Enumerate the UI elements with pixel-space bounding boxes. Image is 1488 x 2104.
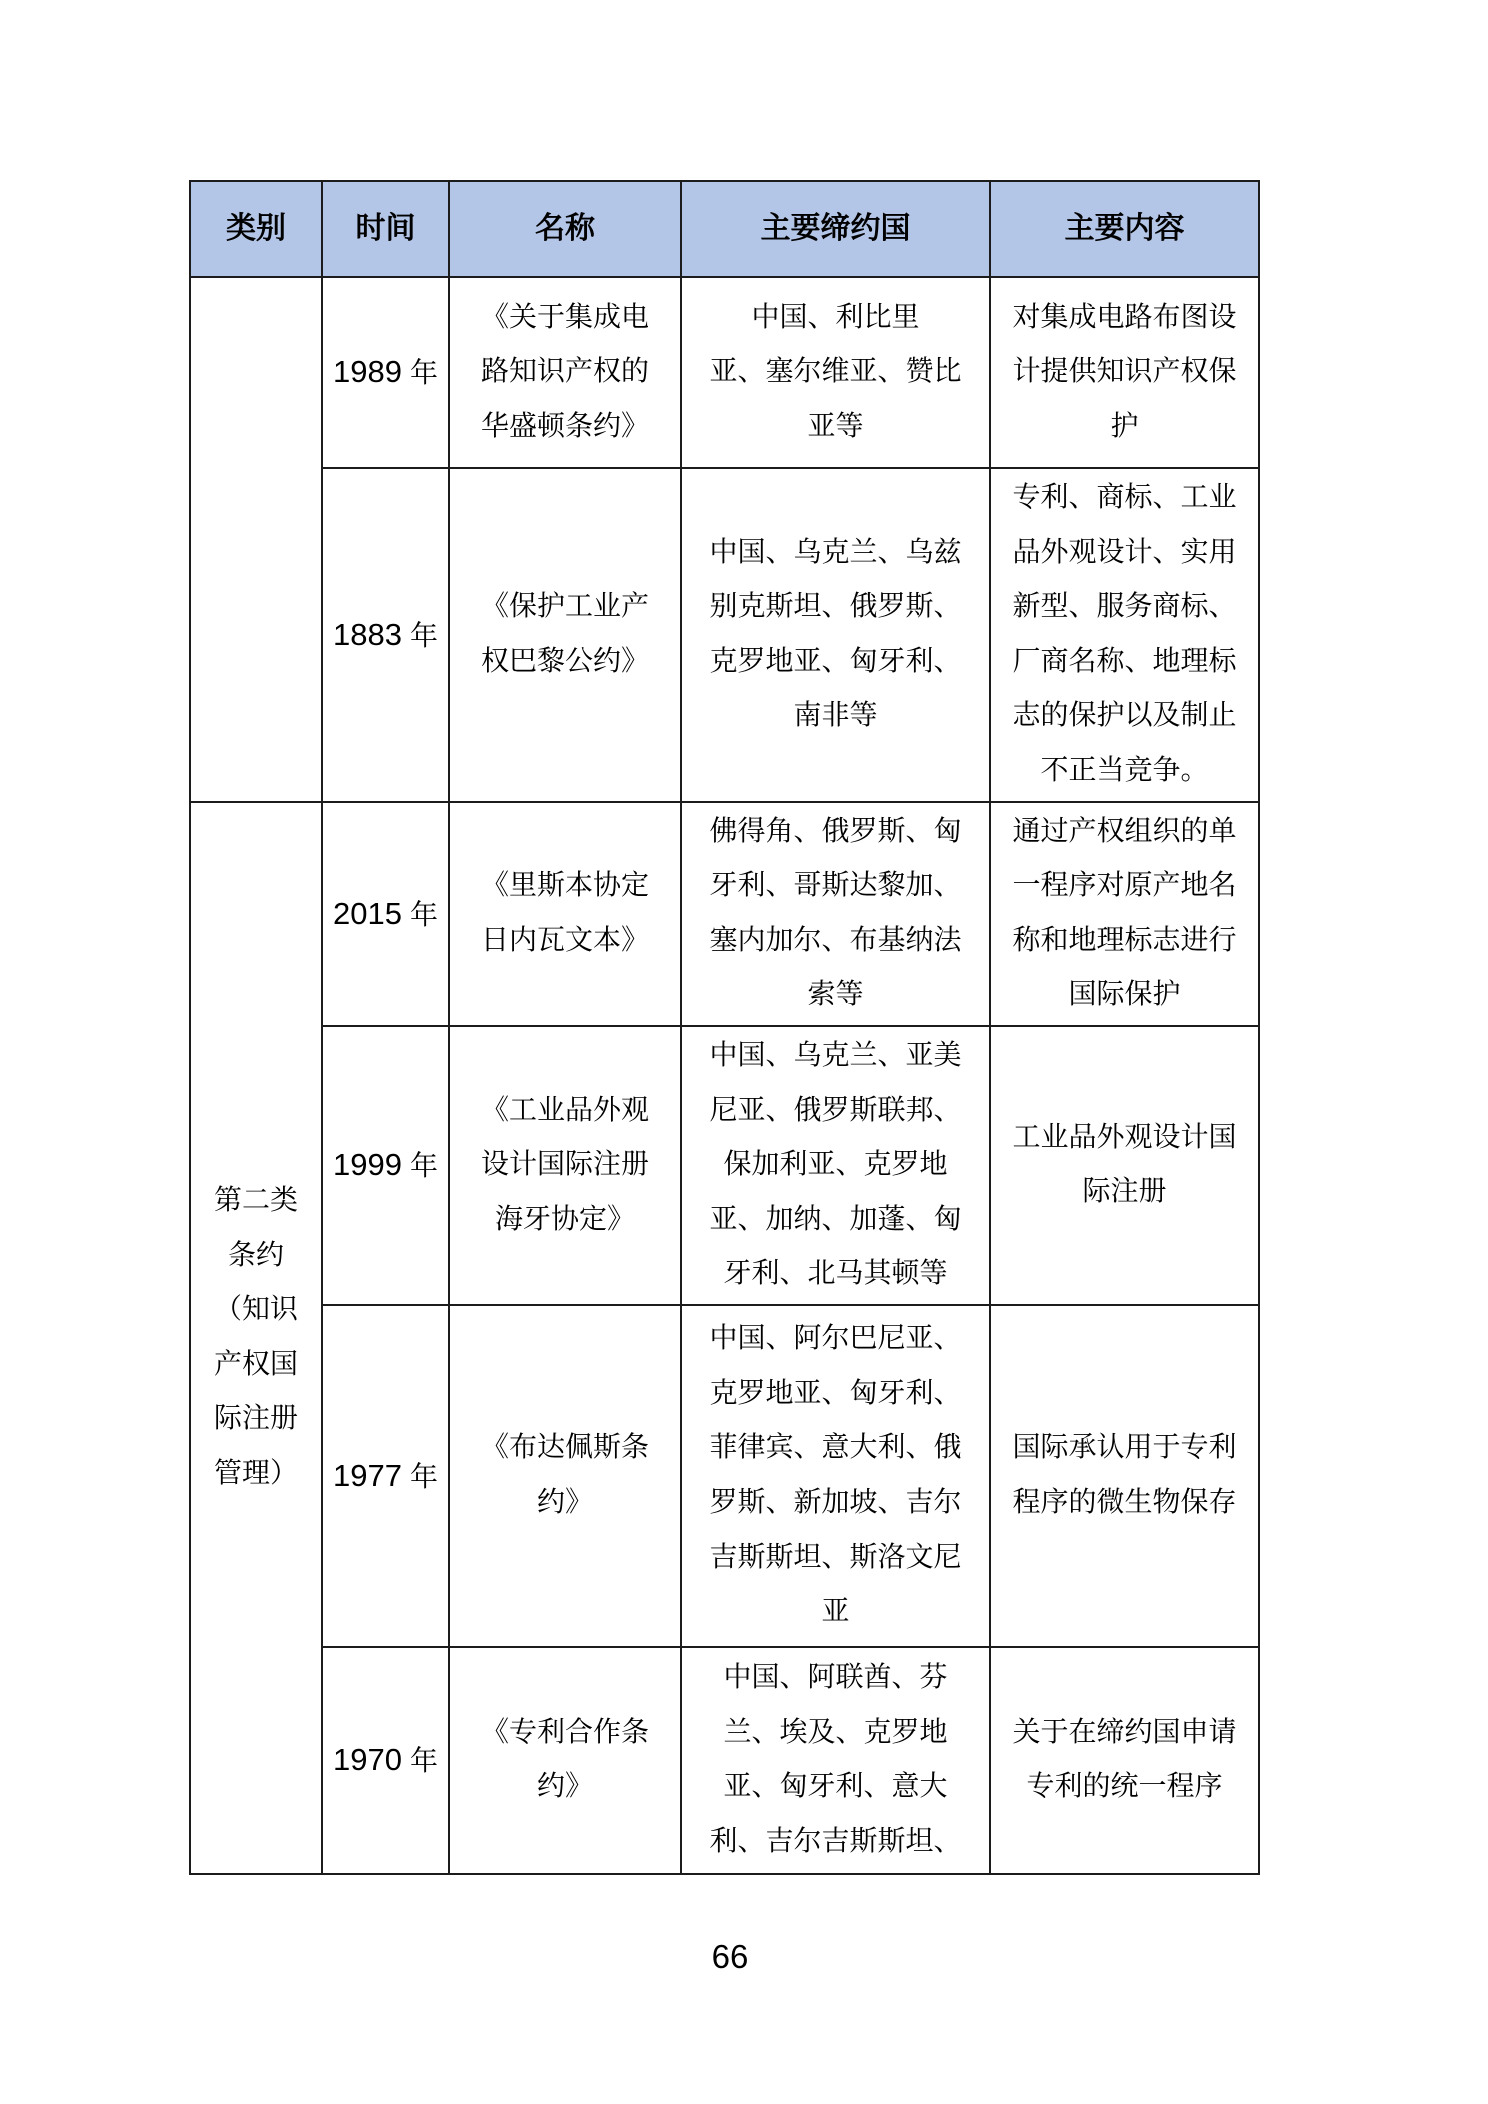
year-unit: 年 [409, 1746, 438, 1778]
cell-parties: 中国、乌克兰、乌兹 别克斯坦、俄罗斯、 克罗地亚、匈牙利、 南非等 [681, 468, 990, 802]
cell-content: 国际承认用于专利 程序的微生物保存 [990, 1305, 1259, 1647]
header-category: 类别 [190, 181, 322, 277]
table-row [190, 1305, 1259, 1647]
cell-parties: 中国、利比里 亚、塞尔维亚、赞比 亚等 [681, 277, 990, 468]
table-row [190, 468, 1259, 802]
cell-year [322, 468, 449, 802]
table-row [190, 802, 1259, 1026]
cell-parties: 中国、阿联酋、芬 兰、埃及、克罗地 亚、匈牙利、意大 利、吉尔吉斯斯坦、 [681, 1647, 990, 1874]
cell-parties: 中国、乌克兰、亚美 尼亚、俄罗斯联邦、 保加利亚、克罗地 亚、加纳、加蓬、匈 牙利、北马其顿等 [681, 1026, 990, 1305]
cell-content: 工业品外观设计国 际注册 [990, 1026, 1259, 1305]
cell-year [322, 277, 449, 468]
cell-treaty-name: 《专利合作条 约》 [449, 1647, 681, 1874]
cell-treaty-name: 《工业品外观 设计国际注册 海牙协定》 [449, 1026, 681, 1305]
table-row [190, 1647, 1259, 1874]
year-number: 2015 [333, 895, 402, 931]
year-number: 1977 [333, 1457, 402, 1493]
cell-treaty-name: 《里斯本协定 日内瓦文本》 [449, 802, 681, 1026]
cell-content: 通过产权组织的单 一程序对原产地名 称和地理标志进行 国际保护 [990, 802, 1259, 1026]
table-row [190, 1026, 1259, 1305]
cell-content: 专利、商标、工业 品外观设计、实用 新型、服务商标、 厂商名称、地理标 志的保护以及制止 不正当竞争。 [990, 468, 1259, 802]
page-number: 66 [711, 1938, 749, 1975]
cell-year [322, 802, 449, 1026]
year-unit: 年 [409, 358, 438, 390]
cell-treaty-name: 《关于集成电 路知识产权的 华盛顿条约》 [449, 277, 681, 468]
cell-year [322, 1647, 449, 1874]
header-content: 主要内容 [990, 181, 1259, 277]
year-unit: 年 [409, 1461, 438, 1493]
cell-treaty-name: 《保护工业产 权巴黎公约》 [449, 468, 681, 802]
header-parties: 主要缔约国 [681, 181, 990, 277]
cell-content: 关于在缔约国申请 专利的统一程序 [990, 1647, 1259, 1874]
cell-parties: 中国、阿尔巴尼亚、 克罗地亚、匈牙利、 菲律宾、意大利、俄 罗斯、新加坡、吉尔 吉斯斯坦、斯洛文尼 亚 [681, 1305, 990, 1647]
header-name: 名称 [449, 181, 681, 277]
year-number: 1999 [333, 1147, 402, 1183]
cell-treaty-name: 《布达佩斯条 约》 [449, 1305, 681, 1647]
cell-year [322, 1026, 449, 1305]
cell-category-first [190, 277, 322, 802]
year-number: 1989 [333, 354, 402, 390]
cell-parties: 佛得角、俄罗斯、匈 牙利、哥斯达黎加、 塞内加尔、布基纳法 索等 [681, 802, 990, 1026]
cell-year [322, 1305, 449, 1647]
cell-category-second: 第二类 条约 （知识 产权国 际注册 管理） [190, 802, 322, 1874]
table-row [190, 277, 1259, 468]
treaty-table [189, 180, 1260, 1875]
cell-content: 对集成电路布图设 计提供知识产权保 护 [990, 277, 1259, 468]
header-time: 时间 [322, 181, 449, 277]
year-unit: 年 [409, 620, 438, 652]
header-row [190, 181, 1259, 277]
year-number: 1970 [333, 1742, 402, 1778]
year-unit: 年 [409, 1151, 438, 1183]
year-unit: 年 [409, 899, 438, 931]
year-number: 1883 [333, 616, 402, 652]
